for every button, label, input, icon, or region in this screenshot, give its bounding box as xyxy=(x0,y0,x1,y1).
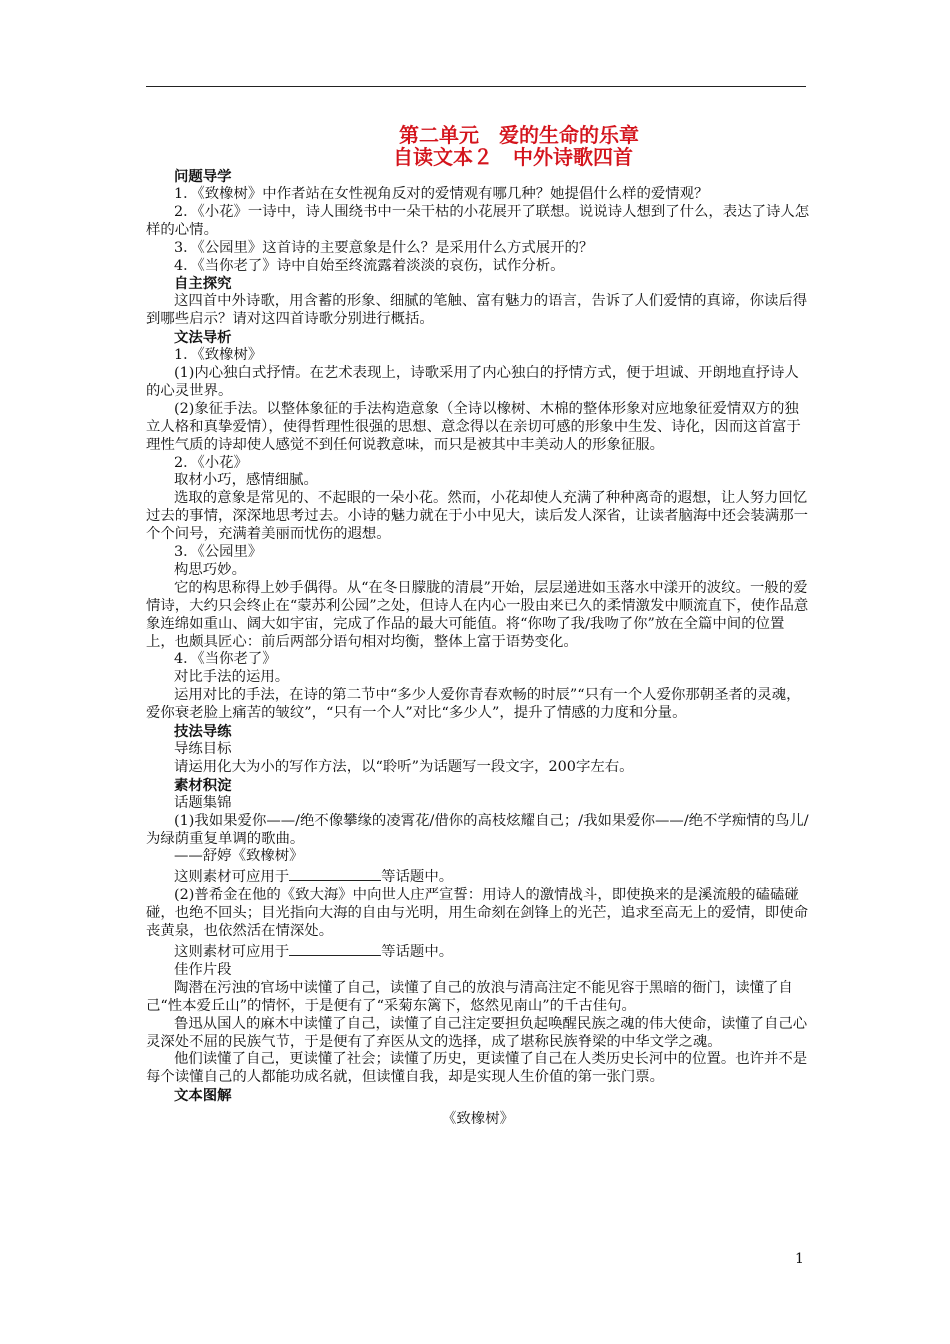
section-heading-explore: 自主探究 xyxy=(174,275,232,293)
section-heading-practice: 技法导练 xyxy=(174,723,232,741)
diagram-title: 《致橡树》 xyxy=(442,1111,514,1128)
practice-goal: 导练目标 xyxy=(174,741,232,757)
explore-paragraph: 这四首中外诗歌，用含蓄的形象、细腻的笔触、富有魅力的语言，告诉了人们爱情的真谛，你读后得到哪些启示？请对这四首诗歌分别进行概括。 xyxy=(146,293,808,328)
practice-task: 请运用化大为小的写作方法，以“聆听”为话题写一段文字，200字左右。 xyxy=(174,758,634,775)
material-2-usage: 这则素材可应用于 等话题中。 xyxy=(146,941,810,962)
material-1: (1)我如果爱你——/绝不像攀缘的凌霄花/借你的高枝炫耀自己；/我如果爱你——/绝不学痴情的鸟儿/为绿荫重复单调的歌曲。 xyxy=(146,812,809,847)
unit-title: 第二单元 爱的生命的乐章 xyxy=(399,123,639,147)
fill-in-blank-1[interactable] xyxy=(289,866,381,881)
question-2: 2．《小花》一诗中，诗人围绕书中一朵干枯的小花展开了联想。说说诗人想到了什么，表达了诗人怎样的心情。 xyxy=(146,203,810,238)
excerpt-paragraph-3: 他们读懂了自己，更读懂了社会；读懂了历史，更读懂了自己在人类历史长河中的位置。也许并不是每个读懂自己的人都能功成名就，但读懂自我，却是实现人生价值的第一张门票。 xyxy=(146,1051,808,1086)
material-2: (2)普希金在他的《致大海》中向世人庄严宣誓：用诗人的激情战斗，即使换来的是溪流般的磕磕碰碰，也绝不回头；目光指向大海的自由与光明，用生命刻在剑锋上的光芒，追求至高无上的爱情，即使命丧黄泉，也依然活在情深处。 xyxy=(146,887,808,940)
section-heading-analysis: 文法导析 xyxy=(174,329,232,347)
material-1-source: ——舒婷《致橡树》 xyxy=(174,848,304,865)
document-body xyxy=(146,124,810,1129)
analysis-2-point-1: 取材小巧，感情细腻。 xyxy=(174,472,318,489)
analysis-2-title: 2．《小花》 xyxy=(174,454,248,471)
analysis-1-point-1: (1)内心独白式抒情。在艺术表现上，诗歌采用了内心独白的抒情方式，便于坦诚、开朗地直抒诗人的心灵世界。 xyxy=(146,364,799,399)
section-heading-diagram: 文本图解 xyxy=(174,1087,232,1105)
section-heading-problems: 问题导学 xyxy=(174,168,232,185)
analysis-4-point-2: 运用对比的手法，在诗的第二节中“多少人爱你青春欢畅的时辰”“只有一个人爱你那朝圣者的灵魂，爱你衰老脸上痛苦的皱纹”，“只有一个人”对比“多少人”，提升了情感的力度和分量。 xyxy=(146,687,801,722)
fill-in-blank-2[interactable] xyxy=(289,941,381,956)
question-4: 4．《当你老了》诗中自始至终流露着淡淡的哀伤，试作分析。 xyxy=(174,257,565,274)
lesson-title: 自读文本２ 中外诗歌四首 xyxy=(393,145,633,169)
question-1: 1．《致橡树》中作者站在女性视角反对的爱情观有哪几种？她提倡什么样的爱情观？ xyxy=(174,185,709,202)
question-3: 3．《公园里》这首诗的主要意象是什么？是采用什么方式展开的？ xyxy=(174,239,594,256)
material-1-usage: 这则素材可应用于 等话题中。 xyxy=(146,866,810,887)
material-topic: 话题集锦 xyxy=(174,794,232,811)
analysis-3-point-1: 构思巧妙。 xyxy=(174,561,246,578)
analysis-4-point-1: 对比手法的运用。 xyxy=(174,669,290,686)
analysis-1-point-2: (2)象征手法。以整体象征的手法构造意象（全诗以橡树、木棉的整体形象对应地象征爱情双方的独立人格和真挚爱情），使得哲理性很强的思想、意念得以在亲切可感的形象中生发、诗化，因而这首富于理性气质的诗却使人感觉不到任何说教意味，而只是被其中丰美动人的形象征服。 xyxy=(146,400,801,453)
analysis-3-title: 3．《公园里》 xyxy=(174,544,263,561)
analysis-1-title: 1．《致橡树》 xyxy=(174,347,263,364)
excerpt-paragraph-2: 鲁迅从国人的麻木中读懂了自己，读懂了自己注定要担负起唤醒民族之魂的伟大使命，读懂了自己心灵深处不屈的民族气节，于是便有了弃医从文的选择，成了堪称民族脊梁的中华文学之魂。 xyxy=(146,1015,808,1050)
analysis-4-title: 4．《当你老了》 xyxy=(174,651,277,668)
analysis-3-point-2: 它的构思称得上妙手偶得。从“在冬日朦胧的清晨”开始，层层递进如玉落水中漾开的波纹。一般的爱情诗，大约只会终止在“蒙苏利公园”之处，但诗人在内心一股由来已久的柔情激发中顺流直下，使作品意象连绵如重山、阔大如宇宙，完成了作品的最大可能值。将“你吻了我/我吻了你”放在全篇中间的位置上，也颇具匠心：前后两部分语句相对均衡，整体上富于语势变化。 xyxy=(146,579,809,650)
excerpt-paragraph-1: 陶潜在污浊的官场中读懂了自己，读懂了自己的放浪与清高注定不能见容于黑暗的衙门，读懂了自己“性本爱丘山”的情怀，于是便有了“采菊东篱下，悠然见南山”的千古佳句。 xyxy=(146,979,793,1014)
section-heading-material: 素材积淀 xyxy=(174,776,232,794)
excerpt-heading: 佳作片段 xyxy=(174,961,232,978)
header-rule xyxy=(146,86,806,87)
page-number: 1 xyxy=(795,1251,804,1267)
analysis-2-point-2: 选取的意象是常见的、不起眼的一朵小花。然而，小花却使人充满了种种离奇的遐想，让人努力回忆过去的事情，深深地思考过去。小诗的魅力就在于小中见大，读后发人深省，让读者脑海中还会装满那一个个问号，充满着美丽而忧伤的遐想。 xyxy=(146,490,808,543)
